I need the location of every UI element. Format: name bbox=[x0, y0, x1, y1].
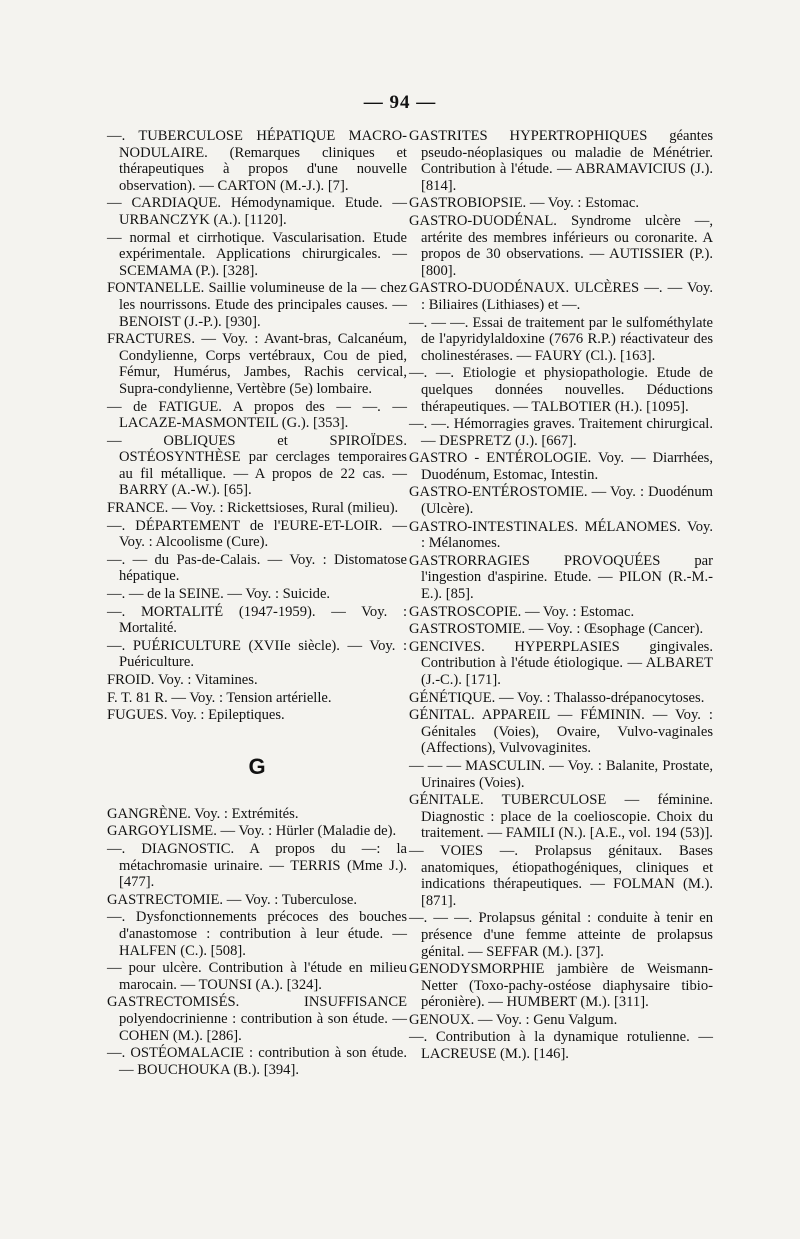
index-entry: FRACTURES. — Voy. : Avant-bras, Calcanéum, Condylienne, Corps vertébraux, Cou de pied, Fémur, Humérus, Jambes, Rachis cervical, Supra-condylienne, Vertèbre (5e) lombaire. bbox=[107, 331, 407, 397]
index-entry: GARGOYLISME. — Voy. : Hürler (Maladie de). bbox=[107, 823, 397, 840]
section-letter-heading: G bbox=[248, 753, 266, 779]
right-column bbox=[409, 128, 713, 1064]
index-entry: GASTROSCOPIE. — Voy. : Estomac. bbox=[409, 603, 635, 620]
index-entry: —. — —. Essai de traitement par le sulfométhylate de l'apyridylaldoxine (7676 R.P.) réactivateur des cholinestérases. — FAURY (Cl.). [163]. bbox=[409, 314, 713, 364]
index-entry: GÉNITAL. APPAREIL — FÉMININ. — Voy. : Génitales (Voies), Ovaire, Vulvo-vaginales (Affections), Vulvovaginites. bbox=[409, 707, 713, 757]
index-entry: GENODYSMORPHIE jambière de Weismann-Netter (Toxo-pachy-ostéose diaphysaire tibio-péronière). — HUMBERT (M.). [311]. bbox=[409, 961, 713, 1011]
index-entry: GASTRO-INTESTINALES. MÉLANOMES. Voy. : Mélanomes. bbox=[409, 518, 713, 552]
index-entry: —. PUÉRICULTURE (XVIIe siècle). — Voy. : Puériculture. bbox=[107, 637, 407, 671]
index-entry: —. OSTÉOMALACIE : contribution à son étude. — BOUCHOUKA (B.). [394]. bbox=[107, 1045, 407, 1078]
index-entry: — de FATIGUE. A propos des — —. — LACAZE-MASMONTEIL (G.). [353]. bbox=[107, 398, 407, 432]
index-entry: — normal et cirrhotique. Vascularisation. Etude expérimentale. Applications chirurgicales. — SCEMAMA (P.). [328]. bbox=[107, 229, 407, 279]
index-entry: — OBLIQUES et SPIROÏDES. OSTÉOSYNTHÈSE par cerclages temporaires au fil métallique. — A propos de 22 cas. — BARRY (A.-W.). [65]. bbox=[107, 432, 407, 499]
index-entry: —. — du Pas-de-Calais. — Voy. : Distomatose hépatique. bbox=[107, 551, 407, 585]
index-entry: F. T. 81 R. — Voy. : Tension artérielle. bbox=[107, 689, 332, 706]
index-entry: GÉNITALE. TUBERCULOSE — féminine. Diagnostic : place de la coelioscopie. Choix du traitement. — FAMILI (N.). [A.E., vol. 194 (53)]. bbox=[409, 792, 713, 842]
index-entry: GASTRORRAGIES PROVOQUÉES par l'ingestion d'aspirine. Etude. — PILON (R.-M.-E.). [85]. bbox=[409, 552, 713, 603]
entries-f-section bbox=[107, 128, 407, 724]
index-entry: GASTRO - ENTÉROLOGIE. Voy. — Diarrhées, Duodénum, Estomac, Intestin. bbox=[409, 450, 713, 483]
index-entry: GASTROBIOPSIE. — Voy. : Estomac. bbox=[409, 195, 639, 212]
index-entry: GASTRO-DUODÉNAL. Syndrome ulcère —, artérite des membres inférieurs ou coronarite. A propos de 30 observations. — AUTISSIER (P.). [800]. bbox=[409, 212, 713, 279]
entries-g-section bbox=[107, 806, 407, 1079]
index-entry: GASTRITES HYPERTROPHIQUES géantes pseudo-néoplasiques ou maladie de Ménétrier. Contribution à l'étude. — ABRAMAVICIUS (J.). [814]. bbox=[409, 128, 713, 194]
page-number: — 94 — bbox=[363, 92, 437, 113]
index-entry: —. — —. Prolapsus génital : conduite à tenir en présence d'une femme atteinte de prolapsus génital. — SEFFAR (M.). [37]. bbox=[409, 910, 713, 960]
index-entry: —. DÉPARTEMENT de l'EURE-ET-LOIR. — Voy. : Alcoolisme (Cure). bbox=[107, 517, 407, 551]
index-entry: —. — de la SEINE. — Voy. : Suicide. bbox=[107, 586, 331, 603]
index-entry: FONTANELLE. Saillie volumineuse de la — chez les nourrissons. Etude des principales causes. — BENOIST (J.-P.). [930]. bbox=[107, 280, 407, 330]
index-entry: —. Dysfonctionnements précoces des bouches d'anastomose : contribution à leur étude. — HALFEN (C.). [508]. bbox=[107, 909, 407, 959]
index-entry: —. —. Hémorragies graves. Traitement chirurgical. — DESPRETZ (J.). [667]. bbox=[409, 416, 713, 449]
index-entry: GASTRO-DUODÉNAUX. ULCÈRES —. — Voy. : Biliaires (Lithiases) et —. bbox=[409, 280, 713, 313]
index-entry: GÉNÉTIQUE. — Voy. : Thalasso-drépanocytoses. bbox=[409, 689, 705, 706]
index-entry: —. MORTALITÉ (1947-1959). — Voy. : Mortalité. bbox=[107, 603, 407, 637]
index-entry: —. TUBERCULOSE HÉPATIQUE MACRO-NODULAIRE. (Remarques cliniques et thérapeutiques à propos d'une nouvelle observation). — CARTON (M.-J.). [7]. bbox=[107, 128, 407, 194]
index-entry: —. Contribution à la dynamique rotulienne. — LACREUSE (M.). [146]. bbox=[409, 1029, 713, 1063]
index-entry: GASTRO-ENTÉROSTOMIE. — Voy. : Duodénum (Ulcère). bbox=[409, 484, 713, 518]
left-column bbox=[107, 128, 407, 1079]
index-entry: GASTRECTOMISÉS. INSUFFISANCE polyendocrinienne : contribution à son étude. — COHEN (M.). [286]. bbox=[107, 994, 407, 1044]
index-entry: FRANCE. — Voy. : Rickettsioses, Rural (milieu). bbox=[107, 500, 399, 517]
index-entry: — — — MASCULIN. — Voy. : Balanite, Prostate, Urinaires (Voies). bbox=[409, 757, 713, 791]
index-entry: — VOIES —. Prolapsus génitaux. Bases anatomiques, étiopathogéniques, cliniques et indications thérapeutiques. — FOLMAN (M.). [871]. bbox=[409, 842, 713, 909]
index-entry: — pour ulcère. Contribution à l'étude en milieu marocain. — TOUNSI (A.). [324]. bbox=[107, 960, 407, 993]
index-entry: —. —. Etiologie et physiopathologie. Etude de quelques données nouvelles. Déductions thérapeutiques. — TALBOTIER (H.). [1095]. bbox=[409, 365, 713, 415]
index-entry: FUGUES. Voy. : Epileptiques. bbox=[107, 707, 285, 724]
index-entry: — CARDIAQUE. Hémodynamique. Etude. — URBANCZYK (A.). [1120]. bbox=[107, 195, 407, 228]
index-entry: GASTRECTOMIE. — Voy. : Tuberculose. bbox=[107, 891, 358, 908]
index-entry: FROID. Voy. : Vitamines. bbox=[107, 672, 258, 688]
index-entry: —. DIAGNOSTIC. A propos du —: la métachromasie urinaire. — TERRIS (Mme J.). [477]. bbox=[107, 840, 407, 891]
index-entry: GASTROSTOMIE. — Voy. : Œsophage (Cancer). bbox=[409, 621, 704, 638]
index-entry: GENOUX. — Voy. : Genu Valgum. bbox=[409, 1011, 618, 1028]
index-entry: GANGRÈNE. Voy. : Extrémités. bbox=[107, 805, 299, 822]
index-entry: GENCIVES. HYPERPLASIES gingivales. Contribution à l'étude étiologique. — ALBARET (J.-C.). [171]. bbox=[409, 638, 713, 688]
